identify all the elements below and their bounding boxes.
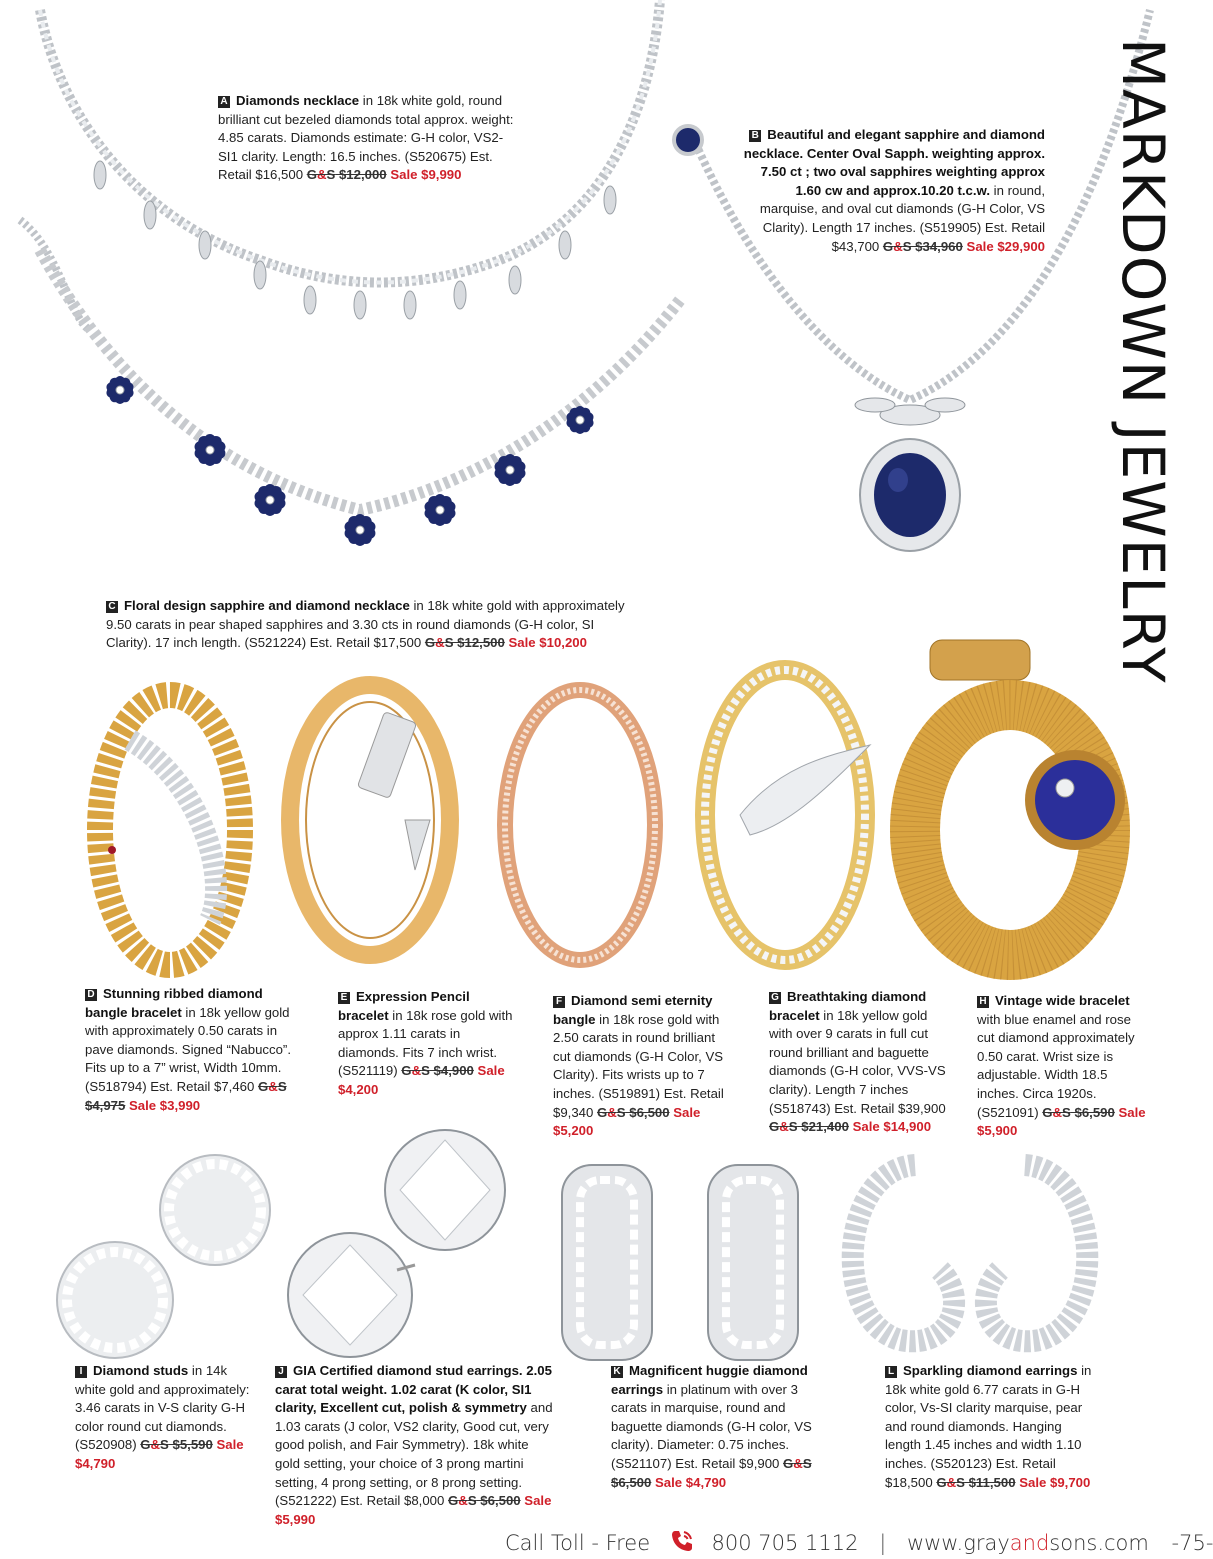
item-g-description [769,988,949,1137]
item-b-sale-price: Sale $29,900 [962,238,1045,254]
item-f-gs-price: G&S $6,500 [597,1104,670,1120]
item-f-sale-price: Sale $5,200 [553,1104,701,1139]
item-k-gs-price: G&S $6,500 [611,1455,812,1490]
page-number: -75- [1171,1531,1213,1555]
page-title: MARKDOWN JEWELRY [1109,38,1177,684]
item-h-letter: H [977,996,989,1008]
item-k-title: Magnificent huggie diamond earrings [611,1363,808,1397]
item-k-details: in platinum with over 3 carats in marquise, round and baguette diamonds (G-H color, VS clarity). Diameter: 0.75 inches. (S521107) Est. Retail $9,900 [611,1381,812,1471]
item-d-gs-price: G&S $4,975 [85,1078,287,1113]
bracelet-g-image [680,655,890,975]
necklace-b-image [660,0,1160,560]
item-g-letter: G [769,992,781,1004]
item-l-gs-price: G&S $11,500 [936,1474,1016,1490]
item-g-details: in 18k yellow gold with over 9 carats in full cut round brilliant and baguette diamonds (G-H color, VVS-VS clarity). Length 7 inches (S518743) Est. Retail $39,900 [769,1007,946,1116]
item-j-sale-price: Sale $5,990 [275,1493,552,1527]
earrings-k-image [550,1160,810,1370]
item-f-title: Diamond semi eternity bangle [553,993,713,1027]
item-j-letter: J [275,1366,287,1378]
item-b-letter: B [749,130,761,142]
item-k-letter: K [611,1366,623,1378]
item-a-title: Diamonds necklace [236,93,360,108]
item-h-title: Vintage wide bracelet [995,993,1130,1008]
website-link[interactable]: www.grayandsons.com [906,1531,1149,1555]
item-c-details: in 18k white gold with approximately 9.50 carats in pear shaped sapphires and 3.30 cts in round diamonds (G-H color, SI Clarity). 17 inch length. (S521224) Est. Retail $17,500 [106,598,625,651]
item-e-letter: E [338,992,350,1004]
item-g-gs-price: G&S $21,400 [769,1119,849,1135]
bracelet-d-image [60,680,260,980]
earrings-l-image [820,1150,1120,1360]
item-c-letter: C [106,601,118,613]
item-b-description [740,126,1045,256]
item-h-description [977,992,1147,1141]
item-l-title: Sparkling diamond earrings [903,1363,1078,1378]
item-b-details: in round, marquise, and oval cut diamonds (G-H Color, VS Clarity). Length 17 inches. (S519905) Est. Retail $43,700 [759,182,1045,254]
item-j-description [275,1362,555,1529]
item-c-title: Floral design sapphire and diamond necklace [124,598,410,613]
item-d-sale-price: Sale $3,990 [125,1097,201,1113]
item-f-details: in 18k rose gold with 2.50 carats in round brilliant cut diamonds (G-H Color, VS Clarity). Fits wrists up to 7 inches. (S519891) Est. Retail $9,340 [553,1011,724,1120]
item-h-details: with blue enamel and rose cut diamond approximately 0.50 carat. Wrist size is adjustable. Width 18.5 inches. Circa 1920s. (S521091) [977,1011,1135,1120]
item-e-gs-price: G&S $4,900 [401,1063,474,1079]
bangle-f-image [480,675,680,975]
item-g-title: Breathtaking diamond bracelet [769,989,927,1023]
item-j-details: and 1.03 carats (J color, VS2 clarity, Good cut, very good polish, and Fair Symmetry). 18k white gold setting, your choice of 3 prong martini setting, 4 prong setting, or 8 prong setting. (S521222) Est. Retail $8,000 [275,1400,553,1509]
item-e-details: in 18k rose gold with approx 1.11 carats in diamonds. Fits 7 inch wrist. (S521119) [338,1007,513,1079]
item-a-letter: A [218,96,230,108]
item-a-description [218,92,518,185]
item-h-gs-price: G&S $6,590 [1042,1104,1115,1120]
item-i-details: in 14k white gold and approximately: 3.46 carats in V-S clarity G-H color round cut diamonds. (S520908) [75,1363,250,1453]
item-l-sale-price: Sale $9,700 [1015,1474,1091,1490]
item-h-sale-price: Sale $5,900 [977,1104,1146,1139]
item-j-gs-price: G&S $6,500 [448,1493,521,1509]
footer-separator: | [879,1531,887,1555]
item-i-gs-price: G&S $5,590 [140,1437,213,1453]
bracelet-e-image [265,670,475,970]
item-a-sale-price: Sale $9,990 [386,167,462,183]
item-l-details: in 18k white gold 6.77 carats in G-H color, Vs-SI clarity marquise, pear and round diamonds. Hanging length 1.45 inches and width 1.10 inches. (S520123) Est. Retail $18,500 [885,1363,1092,1490]
item-l-letter: L [885,1366,897,1378]
item-e-description [338,988,518,1100]
earrings-j-image [285,1120,525,1370]
item-e-title: Expression Pencil bracelet [338,989,470,1023]
item-j-title: GIA Certified diamond stud earrings. 2.05 carat total weight. 1.02 carat (K color, SI1 clarity, Excellent cut, polish & symmetry [275,1363,552,1416]
item-f-description [553,992,733,1141]
item-d-title: Stunning ribbed diamond bangle bracelet [85,986,263,1020]
item-c-description [106,597,626,653]
phone-icon [669,1528,695,1559]
necklace-c-image [20,240,710,570]
item-d-letter: D [85,989,97,1001]
item-k-sale-price: Sale $4,790 [651,1474,727,1490]
item-e-sale-price: Sale $4,200 [338,1063,505,1097]
item-i-title: Diamond studs [93,1363,189,1378]
item-k-description [611,1362,816,1492]
footer [505,1528,1213,1558]
item-a-details: in 18k white gold, round brilliant cut bezeled diamonds total approx. weight: 4.85 carats. Diamonds estimate: G-H color, VS2-SI1 clarity. Length: 16.5 inches. (S520675) Est. Retail $16,500 [218,93,514,183]
item-a-gs-price: G&S $12,000 [306,167,387,183]
item-b-title: Beautiful and elegant sapphire and diamond necklace. Center Oval Sapph. weighting approx. 7.50 ct ; two oval sapphires weighting approx 1.60 cw and approx.10.20 t.c.w. [743,127,1045,198]
item-g-sale-price: Sale $14,900 [848,1119,932,1135]
item-b-gs-price: G&S $34,960 [882,238,963,254]
bracelet-h-image [900,630,1130,970]
item-i-letter: I [75,1366,87,1378]
item-i-sale-price: Sale $4,790 [75,1437,244,1471]
item-d-details: in 18k yellow gold with approximately 0.50 carats in pave diamonds. Signed “Nabucco”. Fits up to a 7” wrist, Width 10mm. (S518794) Est. Retail $7,460 [85,1004,291,1094]
item-c-sale-price: Sale $10,200 [504,635,587,651]
item-l-description [885,1362,1100,1492]
phone-number[interactable]: 800 705 1112 [711,1531,859,1555]
earrings-i-image [40,1150,280,1365]
item-f-letter: F [553,996,565,1008]
item-i-description [75,1362,250,1474]
call-toll-free-label: Call Toll - Free [505,1531,651,1555]
item-c-gs-price: G&S $12,500 [424,635,505,651]
item-d-description [85,985,300,1115]
